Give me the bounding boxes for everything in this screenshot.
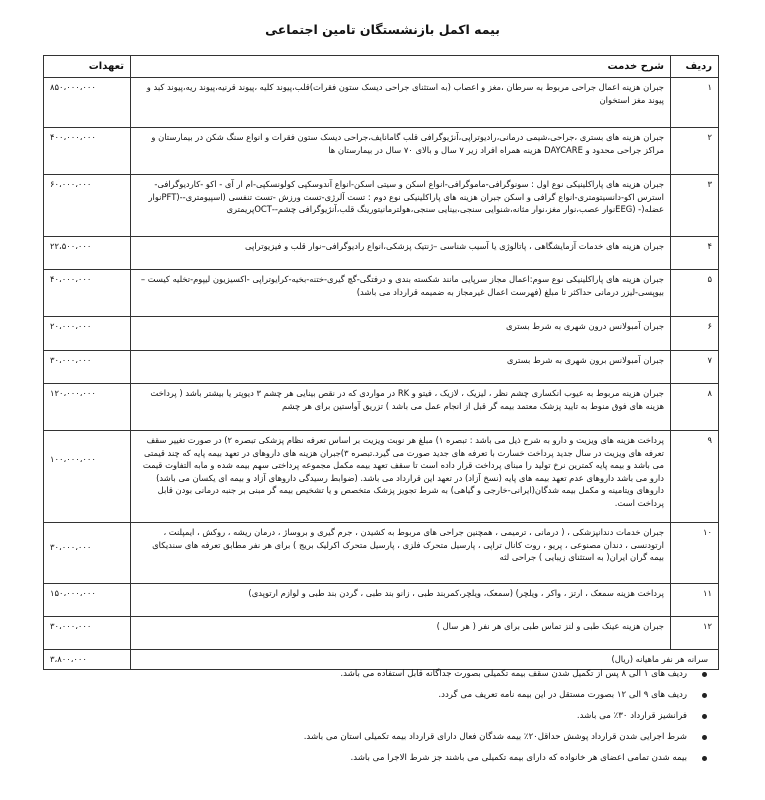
coverage-amount: ۱۰۰،۰۰۰،۰۰۰	[44, 431, 131, 523]
service-description: جبران آمبولانس درون شهری به شرط بستری	[131, 317, 671, 351]
row-number: ۴	[671, 237, 719, 270]
note-text: شرط اجرایی شدن قرارداد پوشش حداقل۲۰٪ بیمه شدگان فعال دارای قرارداد بیمه تکمیلی استان می باشد.	[303, 732, 687, 742]
note-text: بیمه شدن تمامی اعضای هر خانواده که دارای بیمه تکمیلی می باشند جز شرط الاجرا می باشد.	[350, 753, 687, 763]
table-row	[44, 584, 719, 617]
coverage-amount: ۴۰۰،۰۰۰،۰۰۰	[44, 128, 131, 175]
coverage-amount: ۱۵۰،۰۰۰،۰۰۰	[44, 584, 131, 617]
coverage-amount: ۸۵۰،۰۰۰،۰۰۰	[44, 78, 131, 128]
coverage-amount: ۶۰،۰۰۰،۰۰۰	[44, 175, 131, 237]
coverage-amount: ۲۲،۵۰۰،۰۰۰	[44, 237, 131, 270]
table-row	[44, 431, 719, 523]
note-text: فرانشیز قرارداد ۳۰٪ می باشد.	[576, 711, 687, 721]
row-number: ۵	[671, 270, 719, 317]
header-service-description: شرح خدمت	[131, 56, 671, 78]
coverage-amount: ۴۰،۰۰۰،۰۰۰	[44, 270, 131, 317]
row-number: ۱۲	[671, 617, 719, 650]
header-row-number: ردیف	[671, 56, 719, 78]
services-table	[43, 55, 719, 670]
note-text: ردیف های ۹ الی ۱۲ بصورت مستقل در این بیمه نامه تعریف می گردد.	[438, 690, 687, 700]
row-number: ۲	[671, 128, 719, 175]
row-number: ۳	[671, 175, 719, 237]
bullet-icon	[702, 672, 707, 677]
list-item	[107, 685, 707, 706]
table-row	[44, 317, 719, 351]
coverage-amount: ۳۰،۰۰۰،۰۰۰	[44, 351, 131, 384]
table-row	[44, 175, 719, 237]
row-number: ۷	[671, 351, 719, 384]
row-number: ۱	[671, 78, 719, 128]
table-row	[44, 523, 719, 584]
service-description: پرداخت هزینه سمعک ، ارتز ، واکر ، ویلچر) (سمعک، ویلچر،کمربند طبی ، زانو بند طبی ، گردن بند طبی و لوازم ارتوپدی)	[131, 584, 671, 617]
service-description: جبران هزینه های پاراکلینیکی نوع سوم:اعمال مجاز سرپایی مانند شکسته بندی و درفتگی-گچ گیری-ختنه-بخیه-کرایوتراپی -اکسیزیون لیپوم-تخلیه کیست –بیوپسی-لیزر درمانی حداکثر تا مبلغ (فهرست اعمال غیرمجاز به ضمیمه قرارداد می باشد)	[131, 270, 671, 317]
service-description: جبران هزینه عینک طبی و لنز تماس طبی برای هر نفر ( هر سال )	[131, 617, 671, 650]
coverage-amount: ۱۲۰،۰۰۰،۰۰۰	[44, 384, 131, 431]
list-item	[107, 664, 707, 685]
coverage-amount: ۳۰،۰۰۰،۰۰۰	[44, 523, 131, 584]
coverage-amount: ۳۰،۰۰۰،۰۰۰	[44, 617, 131, 650]
table-row	[44, 617, 719, 650]
page-title: بیمه اکمل بازنشستگان تامین اجتماعی	[265, 22, 500, 37]
bullet-icon	[702, 693, 707, 698]
row-number: ۶	[671, 317, 719, 351]
table-header-row	[44, 56, 719, 78]
row-number: ۹	[671, 431, 719, 523]
bullet-icon	[702, 714, 707, 719]
list-item	[107, 727, 707, 748]
service-description: جبران هزینه مربوط به عیوب انکساری چشم نظر ، لیزیک ، لازیک ، فیتو و RK در مواردی که در نقص بینایی هر چشم ۳ دیوپتر یا بیشتر باشد ( پرداخت هزینه های فوق منوط به تایید پزشک معتمد بیمه گر قبل از انجام عمل می باشد ) تزریق آواستین برای هر چشم	[131, 384, 671, 431]
header-coverage-amount: تعهدات	[44, 56, 131, 78]
service-description: جبران هزینه های بستری ،جراحی،شیمی درمانی،رادیوتراپی،آنژیوگرافی قلب گامانایف،جراحی دیسک ستون فقرات و انواع سنگ شکن در بیمارستان و مراکز جراحی محدود و DAYCARE هزینه همراه افراد زیر ۷ سال و بالای ۷۰ سال در بیمارستان ها	[131, 128, 671, 175]
notes-list	[107, 664, 707, 769]
service-description: جبران هزینه های پاراکلینیکی نوع اول : سونوگرافی-ماموگرافی-انواع اسکن و سیتی اسکن-انواع آندوسکپی کولونسکپی-ام ار آی - اکو -کاردیوگرافی-استرس اکو-دانسیتومتری-انواع گرافی و اسکن جبران هزینه های پاراکلینیکی نوع دوم : تست آلرژی-تست ورزش -تست تنفسی (اسپیومتری--(PFTنوار عضله(- (EEGنوار عصب،نوار مغز،نوار مثانه،شنوایی سنجی،بینایی سنجی،هولترمانیتورینگ قلب،آنژیوگرافی چشم--OCTپریمتری	[131, 175, 671, 237]
note-text: ردیف های ۱ الی ۸ پس از تکمیل شدن سقف بیمه تکمیلی بصورت جداگانه قابل استفاده می باشد.	[340, 669, 687, 679]
table-row	[44, 270, 719, 317]
service-description: پرداخت هزینه های ویزیت و دارو به شرح ذیل می باشد : تبصره ۱) مبلغ هر نوبت ویزیت بر اساس تعرفه نظام پزشکی تبصره ۲) در صورت تغییر سقف تعرفه های ویزیت در سال جدید پرداخت خسارت با تعرفه های جدید صورت می گیرد.تبصره ۳)جبران هزینه های داروهای در تعهد بیمه پایه که چند قیمتی می باشد و بیمه پایه کمترین نرخ تولید را مبنای پرداخت قرار داده است تا سقف تعهد بیمه مکمل مجموعه پرداختی سهم بیمه شده و مابه التفاوت قیمت دارو می باشد داروهای عدم تعهد بیمه های پایه (نسخ آزاد) در تعهد این قرارداد می باشد. (ضوابط رسیدگی داروهای آزاد و بیمه ای یکسان می باشد) داروهای ویتامینه و مکمل بیمه شدگان(ایرانی-خارجی و گیاهی) به شرط تجویز پزشک متخصص و یا تشخیص بیمه گر مبنی بر جنبه درمانی بودن قابل پرداخت است.	[131, 431, 671, 523]
table-row	[44, 128, 719, 175]
table-row	[44, 384, 719, 431]
table-row	[44, 351, 719, 384]
service-description: جبران آمبولانس برون شهری به شرط بستری	[131, 351, 671, 384]
service-description: جبران هزینه اعمال جراحی مربوط به سرطان ،مغز و اعصاب (به استثنای جراحی دیسک ستون فقرات)قلب،پیوند کلیه ،پیوند قرنیه،پیوند ریه،پیوند کبد و پیوند مغز استخوان	[131, 78, 671, 128]
premium-amount: ۳،۸۰۰،۰۰۰	[44, 650, 131, 670]
list-item	[107, 706, 707, 727]
table-row	[44, 237, 719, 270]
table-row	[44, 78, 719, 128]
service-description: جبران هزینه های خدمات آزمایشگاهی ، پاتالوژی یا آسیب شناسی –ژنتیک پزشکی،انواع رادیوگرافی–نوار قلب و فیزیوتراپی	[131, 237, 671, 270]
row-number: ۱۰	[671, 523, 719, 584]
list-item	[107, 748, 707, 769]
row-number: ۱۱	[671, 584, 719, 617]
service-description: جبران خدمات دندانپزشکی ، ( درمانی ، ترمیمی ، همچنین جراحی های مربوط به کشیدن ، جرم گیری و بروساژ ، درمان ریشه ، روکش ، ایمپلنت ، ارتودنسی ، دندان مصنوعی ، پریو ، روت کانال تراپی ، پارسیل متحرک فلزی ، پارسیل متحرک اکرلیک بریج ) برای هر نفر مطابق تعرفه های سندیکای بیمه گران ایران( به استثنای زیبایی ) جراحی لثه	[131, 523, 671, 584]
bullet-icon	[702, 735, 707, 740]
premium-label: سرانه هر نفر ماهیانه (ریال)	[131, 650, 719, 670]
coverage-amount: ۲۰،۰۰۰،۰۰۰	[44, 317, 131, 351]
row-number: ۸	[671, 384, 719, 431]
bullet-icon	[702, 756, 707, 761]
